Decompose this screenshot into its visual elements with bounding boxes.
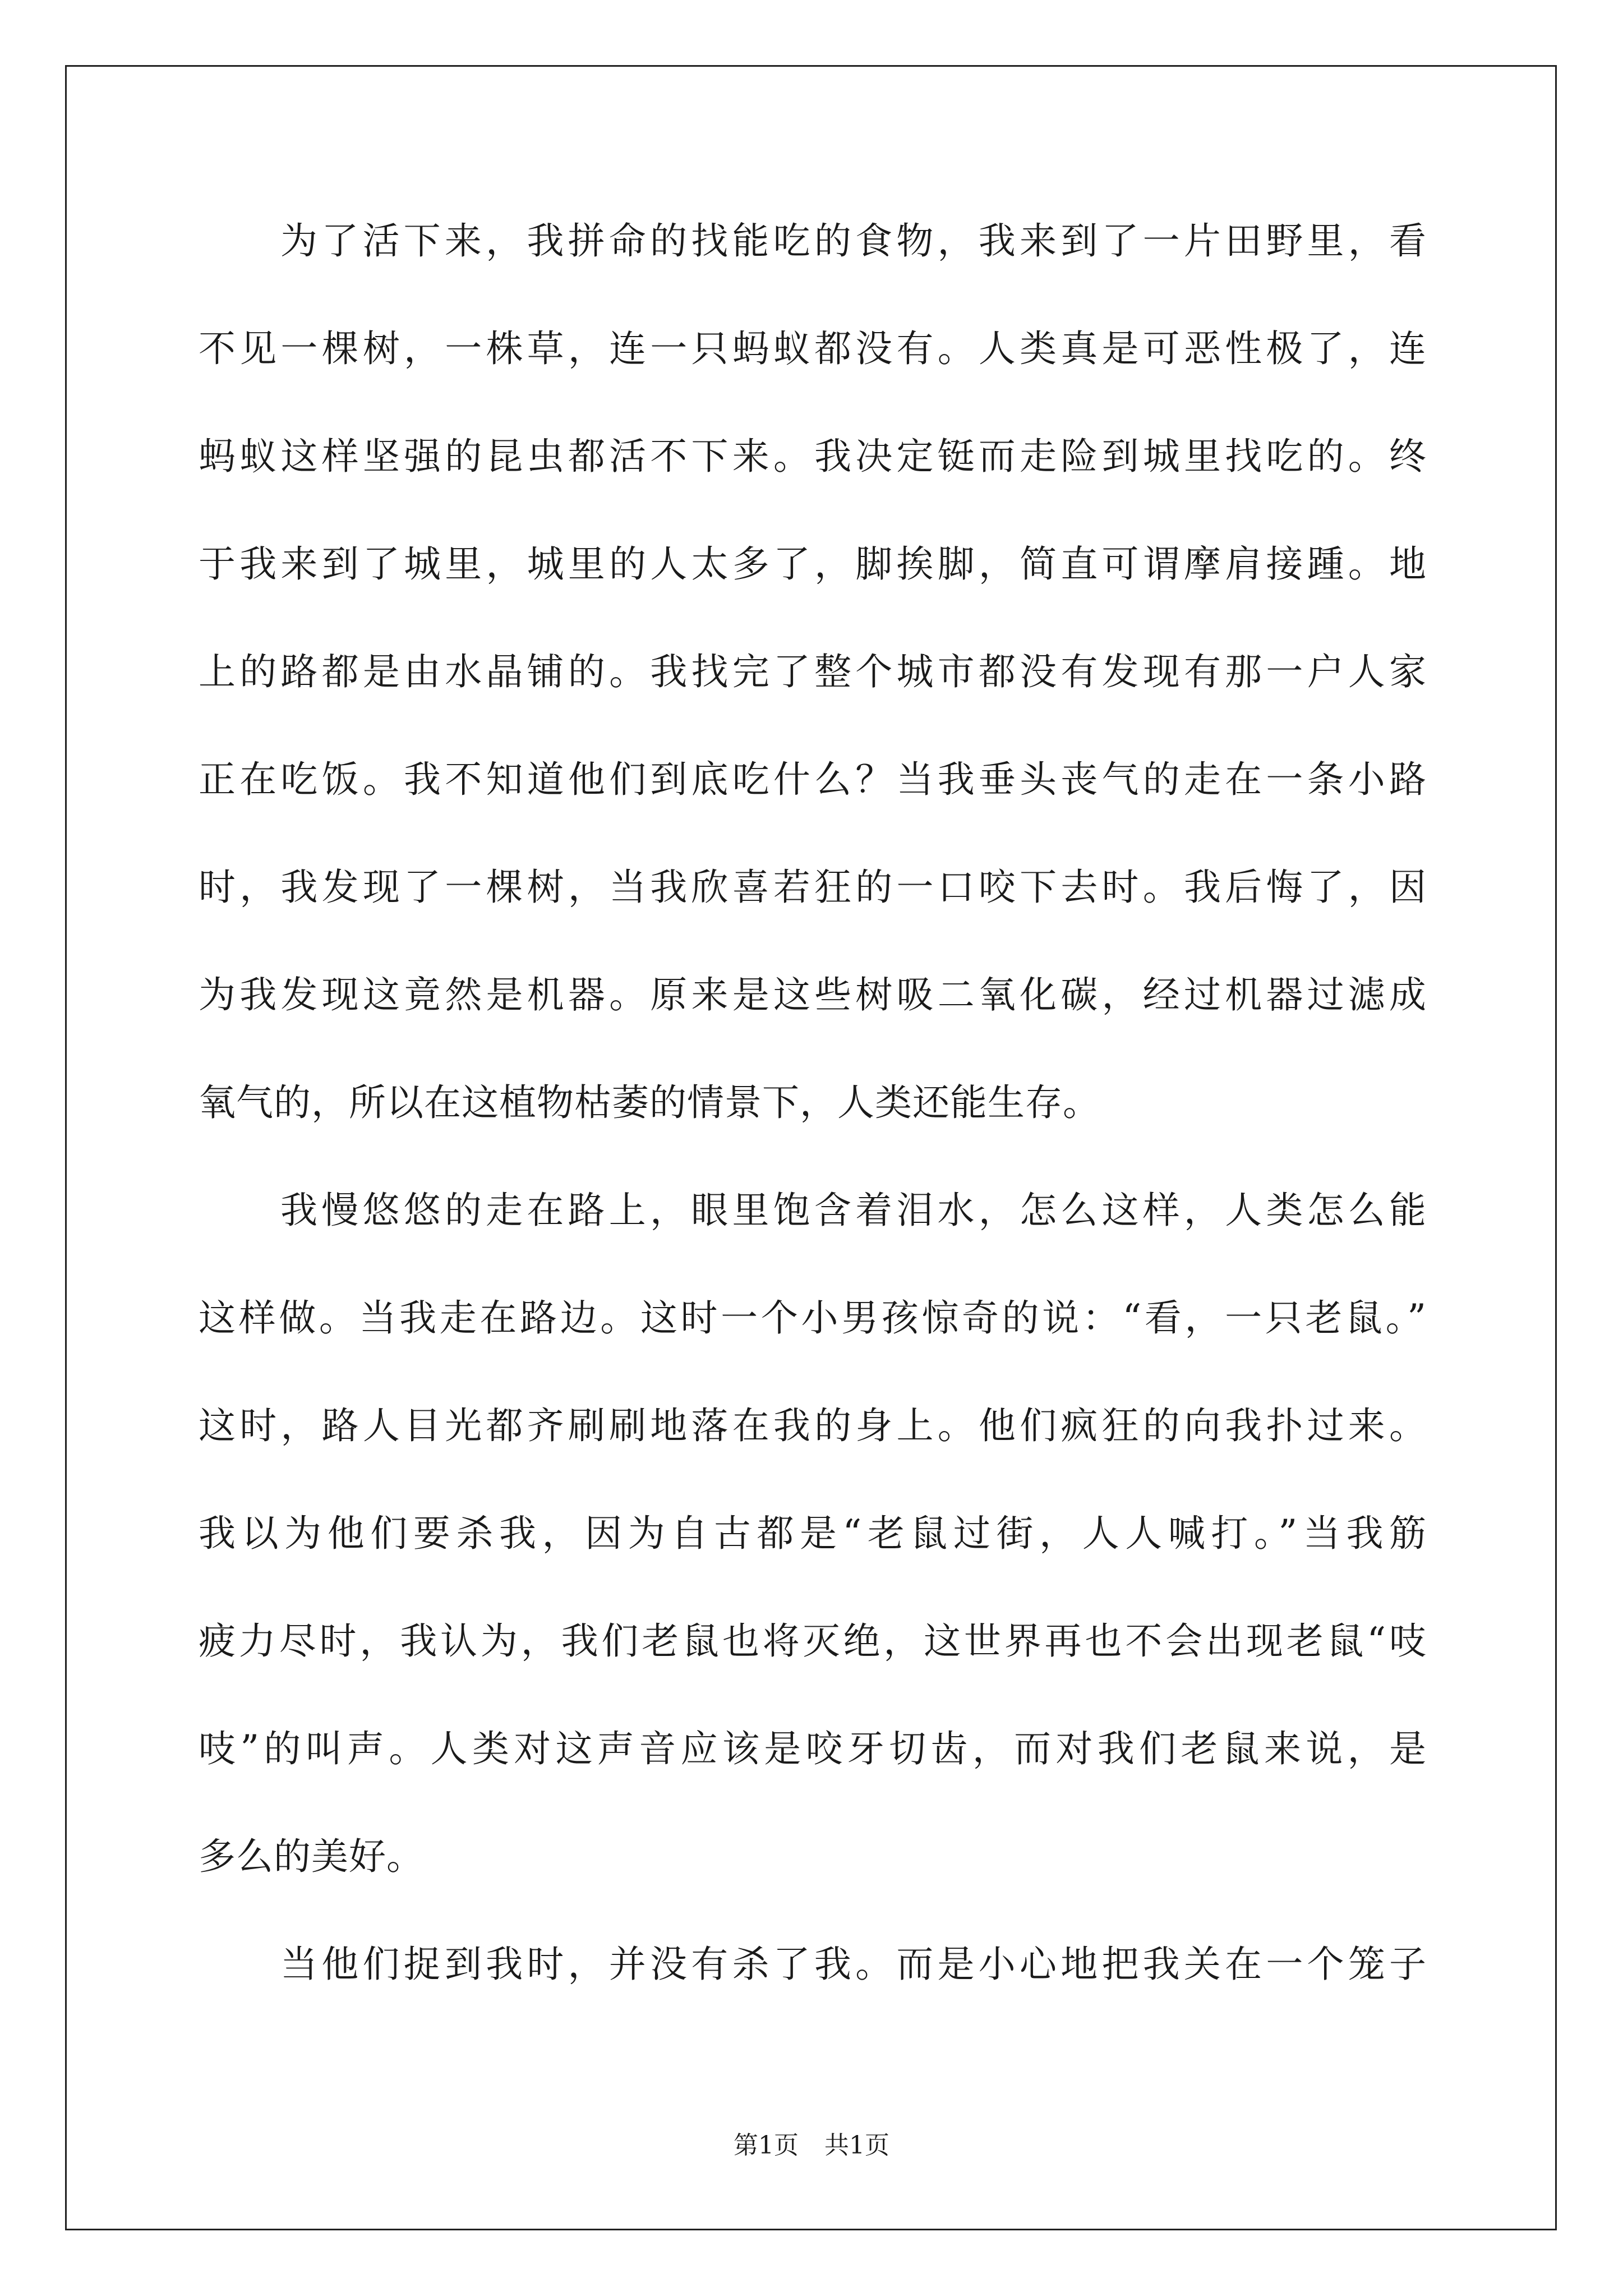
paragraph-line: 不见一棵树，一株草，连一只蚂蚁都没有。人类真是可恶性极了，连: [199, 327, 1427, 370]
page-total: 共1页: [824, 2131, 889, 2160]
paragraph-line: 蚂蚁这样坚强的昆虫都活不下来。我决定铤而走险到城里找吃的。终: [199, 435, 1427, 478]
paragraph-line: 于我来到了城里，城里的人太多了，脚挨脚，简直可谓摩肩接踵。地: [199, 542, 1427, 586]
paragraph-line: 这时，路人目光都齐刷刷地落在我的身上。他们疯狂的向我扑过来。: [199, 1404, 1427, 1447]
paragraph-line: 我慢悠悠的走在路上，眼里饱含着泪水，怎么这样，人类怎么能: [280, 1189, 1427, 1232]
page-number: 第1页: [734, 2131, 799, 2160]
paragraph-line: 多么的美好。: [199, 1835, 424, 1878]
paragraph-line: 上的路都是由水晶铺的。我找完了整个城市都没有发现有那一户人家: [199, 650, 1427, 693]
page-footer: [0, 2129, 1623, 2162]
paragraph-line: 这样做。当我走在路边。这时一个小男孩惊奇的说：“看，一只老鼠。”: [199, 1296, 1427, 1340]
paragraph-line: 正在吃饭。我不知道他们到底吃什么？当我垂头丧气的走在一条小路: [199, 758, 1427, 801]
paragraph-line: 时，我发现了一棵树，当我欣喜若狂的一口咬下去时。我后悔了，因: [199, 866, 1427, 909]
paragraph-line: 为了活下来，我拼命的找能吃的食物，我来到了一片田野里，看: [280, 219, 1427, 263]
paragraph-line: 当他们捉到我时，并没有杀了我。而是小心地把我关在一个笼子: [280, 1943, 1427, 1986]
document-body: [199, 213, 1427, 2044]
paragraph-line: 我以为他们要杀我，因为自古都是“老鼠过街，人人喊打。”当我筋: [199, 1512, 1427, 1555]
paragraph-line: 为我发现这竟然是机器。原来是这些树吸二氧化碳，经过机器过滤成: [199, 973, 1427, 1016]
paragraph-line: 氧气的，所以在这植物枯萎的情景下，人类还能生存。: [199, 1081, 1100, 1124]
paragraph-line: 吱”的叫声。人类对这声音应该是咬牙切齿，而对我们老鼠来说，是: [199, 1727, 1427, 1770]
paragraph-line: 疲力尽时，我认为，我们老鼠也将灭绝，这世界再也不会出现老鼠“吱: [199, 1619, 1427, 1663]
